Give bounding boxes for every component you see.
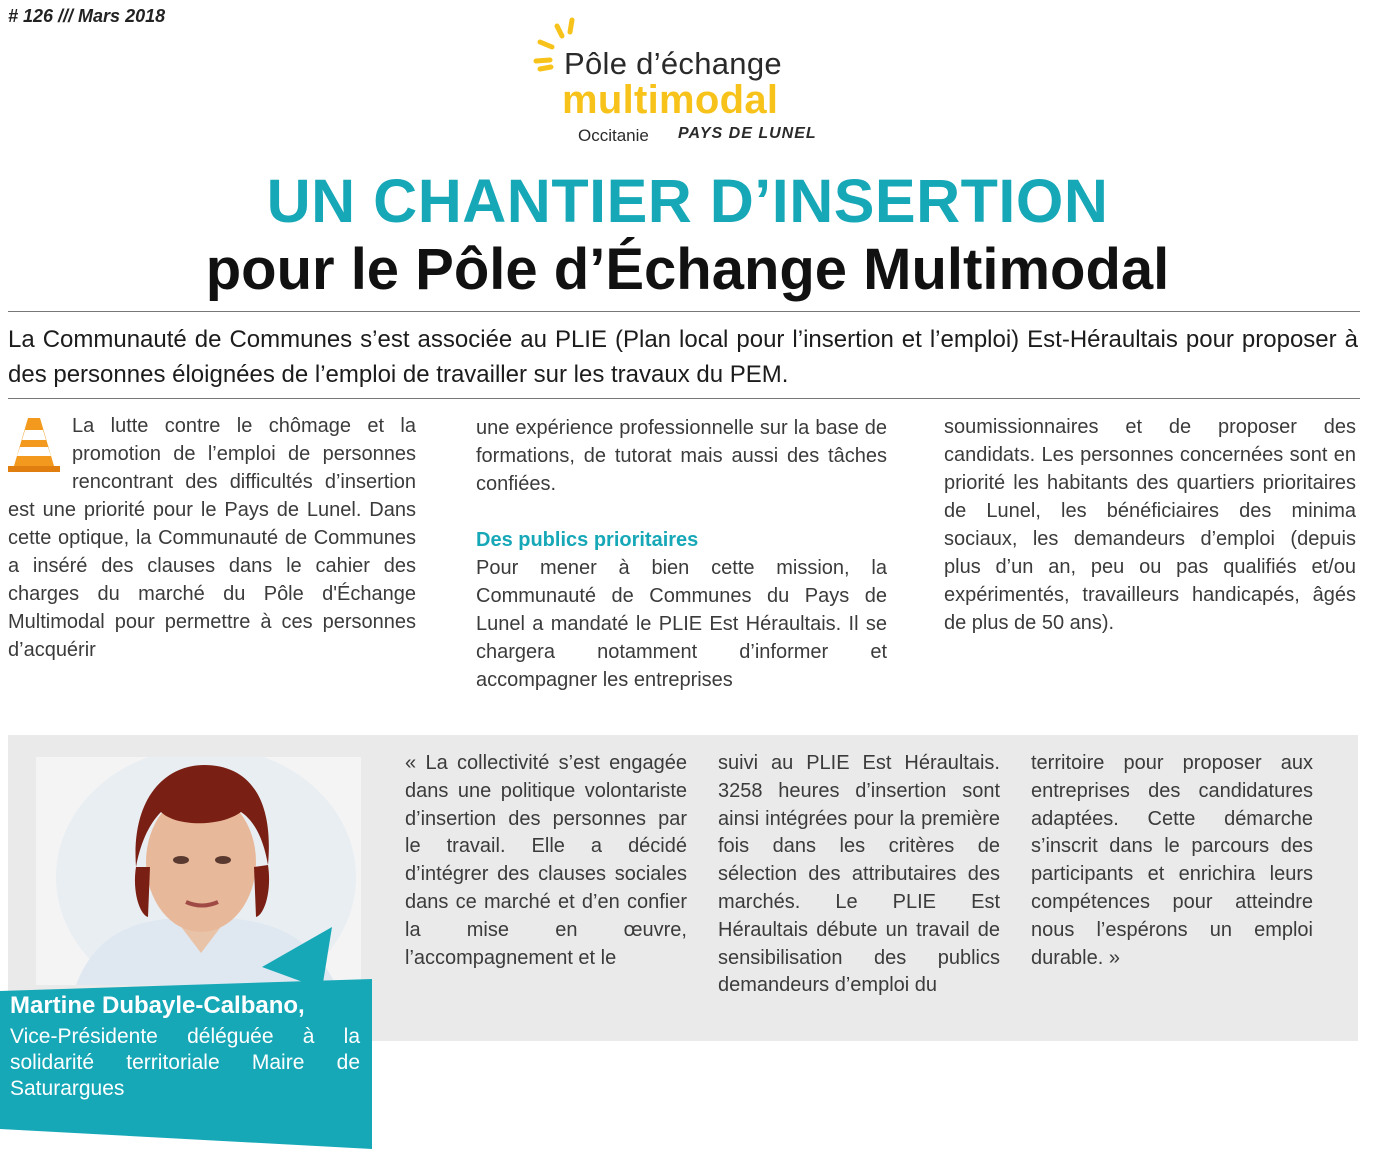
article-column-2 (476, 414, 887, 694)
headline-secondary: pour le Pôle d’Échange Multimodal (205, 237, 1170, 302)
quote-column-1: « La collectivité s’est engagée dans une politique volontariste d’insertion des personnes par le travail. Elle a décidé d’intégrer des clauses sociales dans ce marché et d’en confier la mise en œuvre, l’accompagnement et le (405, 752, 687, 969)
quote-column-3: territoire pour proposer aux entreprises des candidatures adaptées. Cette démarche s’inscrit dans le parcours des participants et enrichira leurs compétences pour atteindre nous l’espérons un emploi durable. » (1031, 752, 1313, 969)
article-col3-text: soumissionnaires et de proposer des candidats. Les personnes concernées sont en priorité les habitants des quartiers prioritaires de Lunel, les bénéficiaires des minima sociaux, les demandeurs d’emploi (depuis plus d’un an, peu ou pas qualifiés et/ou expérimentés, travailleurs handicapés, âgés de plus de 50 ans). (944, 416, 1356, 634)
logo-line-2: multimodal (562, 78, 779, 122)
quote-column-2: suivi au PLIE Est Héraultais. 3258 heures d’insertion sont ainsi intégrées pour la première fois dans les critères de sélection des attributaires des marchés. Le PLIE Est Héraultais débute un travail de sensibilisation des publics demandeurs d’emploi du (718, 752, 1000, 997)
headline-primary: UN CHANTIER D’INSERTION (266, 167, 1109, 235)
article-col2-text-b: Pour mener à bien cette mission, la Communauté de Communes du Pays de Lunel a mandaté le PLIE Est Héraultais. Il se chargera notamment d’informer et accompagner les entreprises (476, 557, 887, 691)
logo-pays-de-lunel: PAYS DE LUNEL (678, 125, 817, 142)
caption-role: Vice-Présidente déléguée à la solidarité territoriale Maire de Saturargues (10, 1025, 360, 1100)
article-column-3 (944, 413, 1356, 637)
pem-logo (530, 16, 830, 146)
article-col1-text: La lutte contre le chômage et la promotion de l’emploi de personnes rencontrant des difficultés d’insertion est une priorité pour le Pays de Lunel. Dans cette optique, la Communauté de Communes a inséré des clauses dans le cahier des charges du marché du Pôle d'Échange Multimodal pour permettre à ces personnes d’acquérir (8, 415, 416, 661)
issue-label: # 126 /// Mars 2018 (8, 6, 166, 26)
article-column-1 (8, 412, 416, 664)
traffic-cone-icon (6, 416, 66, 474)
logo-line-1: Pôle d’échange (564, 46, 782, 81)
caption-name: Martine Dubayle-Calbano, (10, 992, 305, 1019)
subheading: Des publics prioritaires (476, 529, 699, 551)
divider-top (8, 311, 1360, 312)
divider-bottom (8, 398, 1360, 399)
intro-paragraph: La Communauté de Communes s’est associée au PLIE (Plan local pour l’insertion et l’emploi) Est-Héraultais pour proposer à des personnes éloignées de l’emploi de travailler sur les travaux du PEM. (8, 326, 1358, 388)
logo-occitanie: Occitanie (578, 126, 649, 145)
article-col2-text-a: une expérience professionnelle sur la base de formations, de tutorat mais aussi des tâches confiées. (476, 417, 887, 495)
